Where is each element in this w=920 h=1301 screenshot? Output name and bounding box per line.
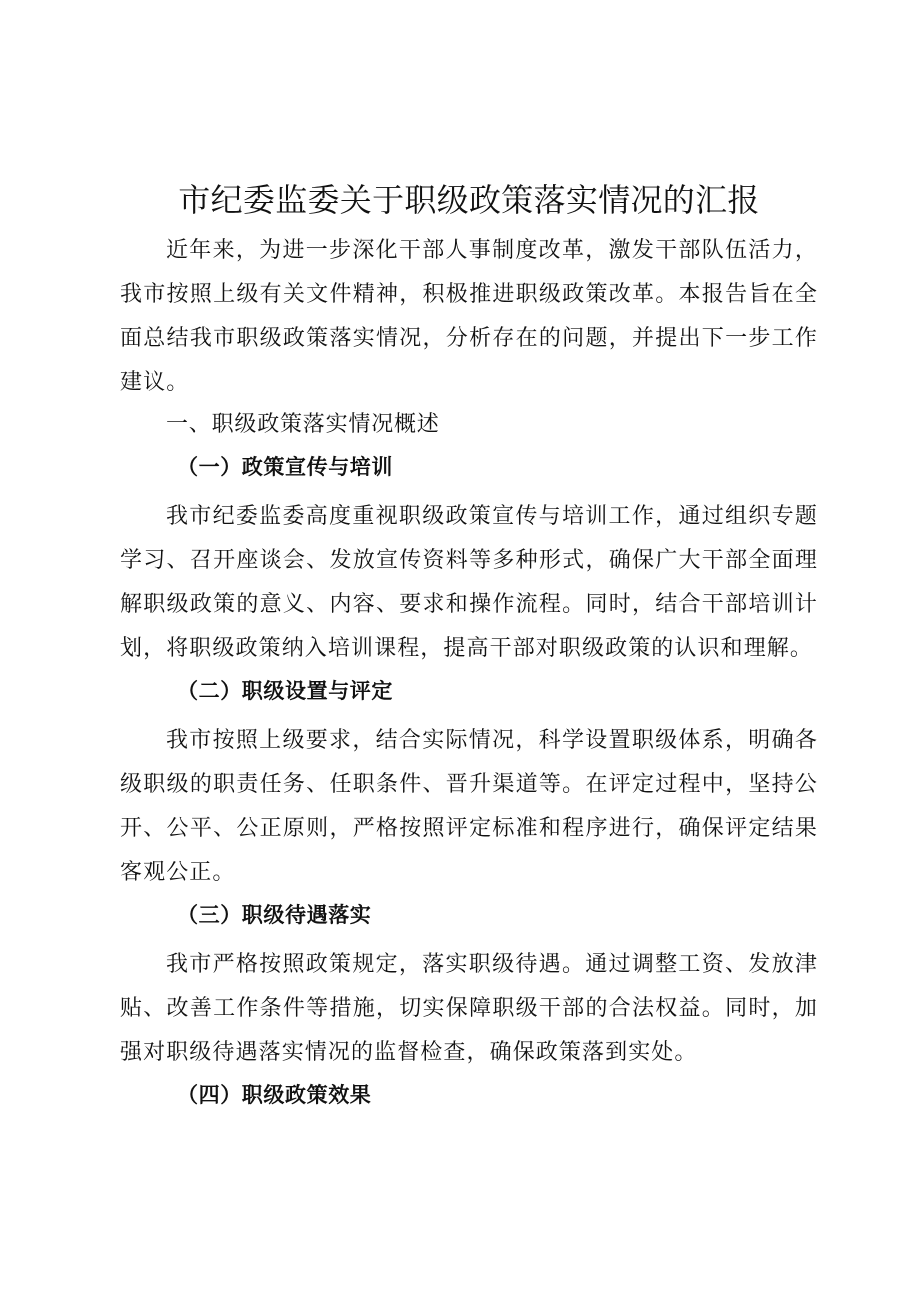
subsection-heading-3: （三）职级待遇落实 xyxy=(177,903,372,927)
subsection-heading-4: （四）职级政策效果 xyxy=(177,1083,372,1107)
intro-paragraph: 近年来，为进一步深化干部人事制度改革，激发干部队伍活力，我市按照上级有关文件精神，积极推进职级政策改革。本报告旨在全面总结我市职级政策落实情况，分析存在的问题，并提出下一步工作建议。 xyxy=(120,237,818,394)
section-heading-1: 一、职级政策落实情况概述 xyxy=(166,412,440,437)
document-page xyxy=(120,178,818,1122)
subsection-heading-1: （一）政策宣传与培训 xyxy=(177,455,393,479)
document-title: 市纪委监委关于职级政策落实情况的汇报 xyxy=(178,181,760,219)
subsection-body-2: 我市按照上级要求，结合实际情况，科学设置职级体系，明确各级职级的职责任务、任职条件、晋升渠道等。在评定过程中，坚持公开、公平、公正原则，严格按照评定标准和程序进行，确保评定结果客观公正。 xyxy=(120,727,818,884)
subsection-body-1: 我市纪委监委高度重视职级政策宣传与培训工作，通过组织专题学习、召开座谈会、发放宣传资料等多种形式，确保广大干部全面理解职级政策的意义、内容、要求和操作流程。同时，结合干部培训计划，将职级政策纳入培训课程，提高干部对职级政策的认识和理解。 xyxy=(120,503,818,660)
subsection-heading-2: （二）职级设置与评定 xyxy=(177,679,393,703)
subsection-body-3: 我市严格按照政策规定，落实职级待遇。通过调整工资、发放津贴、改善工作条件等措施，切实保障职级干部的合法权益。同时，加强对职级待遇落实情况的监督检查，确保政策落到实处。 xyxy=(120,951,818,1064)
